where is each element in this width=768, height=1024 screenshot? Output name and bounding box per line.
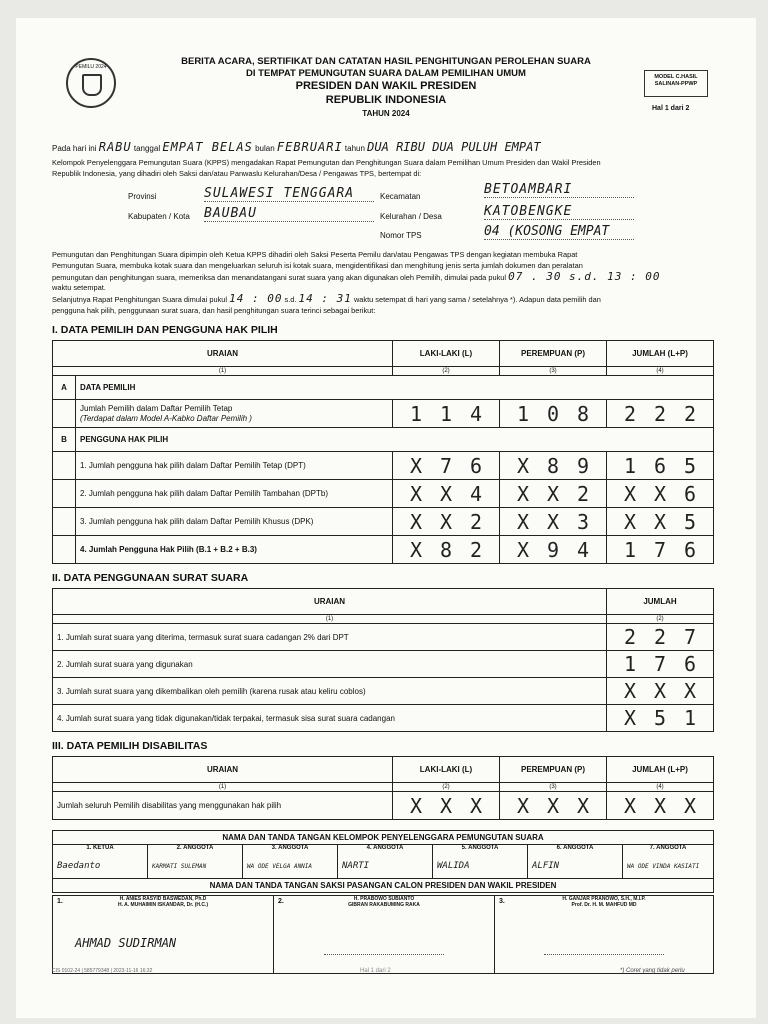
section-3-title: III. DATA PEMILIH DISABILITAS xyxy=(52,740,208,752)
tahun-label: tahun xyxy=(344,144,365,153)
col-num: (4) xyxy=(607,367,714,376)
header-line-2: DI TEMPAT PEMUNGUTAN SUARA DALAM PEMILIHAN UMUM xyxy=(246,68,526,79)
col-num: (1) xyxy=(53,615,607,624)
b-row-label: 3. Jumlah pengguna hak pilih dalam Daftar Pemilih Khusus (DPK) xyxy=(76,508,393,536)
saksi-cand2: Prof. Dr. H. M. MAHFUD MD xyxy=(571,902,637,908)
digit: X xyxy=(409,481,423,506)
intro-text-1: Kelompok Penyelenggara Pemungutan Suara (KPPS) mengadakan Rapat Pemungutan dan Penghitungan Suara dalam Pemilihan Umum Presiden dan Wakil Presiden xyxy=(52,158,601,167)
table-row xyxy=(53,792,714,820)
member-role: 3. ANGGOTA xyxy=(271,845,309,851)
paragraph-7: pengguna hak pilih, penggunaan surat suara, dan hasil penghitungan suara terinci sebagai berikut: xyxy=(52,306,376,315)
digit: X xyxy=(439,481,453,506)
l-cell xyxy=(393,480,500,508)
digit: X xyxy=(546,509,560,534)
digit: 2 xyxy=(653,401,667,426)
intro-text-2: Republik Indonesia, yang dihadiri oleh Saksi dan/atau Panwaslu Kelurahan/Desa / Pengawas TPS, bertempat di: xyxy=(52,169,422,178)
table-row xyxy=(53,536,714,564)
digit: 7 xyxy=(653,537,667,562)
jml-cell xyxy=(607,624,714,651)
digit: X xyxy=(623,793,637,818)
b-row-label: 1. Jumlah pengguna hak pilih dalam Daftar Pemilih Tetap (DPT) xyxy=(76,452,393,480)
table-row xyxy=(53,651,714,678)
col-num: (4) xyxy=(607,783,714,792)
col-perempuan: PEREMPUAN (P) xyxy=(500,757,607,783)
digit: 9 xyxy=(546,537,560,562)
digit: X xyxy=(623,481,637,506)
header-year: TAHUN 2024 xyxy=(362,109,410,118)
kpps-signature-table xyxy=(52,830,714,893)
kpps-title: NAMA DAN TANDA TANGAN KELOMPOK PENYELENGGARA PEMUNGUTAN SUARA xyxy=(53,831,714,845)
digit: 2 xyxy=(469,509,483,534)
section-b-title: PENGGUNA HAK PILIH xyxy=(76,428,714,452)
saksi-sign-line xyxy=(544,954,664,955)
l-cell xyxy=(393,452,500,480)
footer-center: Hal 1 dari 2 xyxy=(360,968,391,974)
bulan-value: FEBRUARI xyxy=(276,140,343,154)
digit: 2 xyxy=(469,537,483,562)
tahun-value: DUA RIBU DUA PULUH EMPAT xyxy=(367,140,541,154)
section-b-label: B xyxy=(53,428,76,452)
jml-cell xyxy=(607,651,714,678)
col-jumlah: JUMLAH (L+P) xyxy=(607,341,714,367)
jml-cell xyxy=(607,678,714,705)
digit: 6 xyxy=(469,453,483,478)
member-name: WALIDA xyxy=(437,861,470,871)
kabupaten-value: BAUBAU xyxy=(204,206,374,222)
section-2-table xyxy=(52,588,714,732)
bulan-label: bulan xyxy=(255,144,275,153)
digit: X xyxy=(439,509,453,534)
spacer-cell xyxy=(53,536,76,564)
member-role: 6. ANGGOTA xyxy=(556,845,594,851)
saksi-cell xyxy=(495,896,714,974)
member-role: 1. KETUA xyxy=(86,845,114,851)
member-cell xyxy=(243,845,338,879)
saksi-cand1: H. PRABOWO SUBIANTO xyxy=(353,896,415,902)
kelurahan-value: KATOBENGKE xyxy=(484,204,634,220)
jml-cell xyxy=(607,705,714,732)
row-label: Jumlah seluruh Pemilih disabilitas yang menggunakan hak pilih xyxy=(53,792,393,820)
l-cell xyxy=(393,792,500,820)
col-num: (2) xyxy=(607,615,714,624)
form-page xyxy=(16,18,756,1018)
intro-pada-hari: Pada hari ini xyxy=(52,144,97,153)
digit: 2 xyxy=(623,401,637,426)
table-row xyxy=(53,705,714,732)
member-cell xyxy=(53,845,148,879)
col-num: (1) xyxy=(53,783,393,792)
digit: 4 xyxy=(469,401,483,426)
table-row xyxy=(53,452,714,480)
saksi-cand2: GIBRAN RAKABUMING RAKA xyxy=(348,902,420,908)
digit: 2 xyxy=(623,625,637,649)
digit: X xyxy=(653,679,667,703)
kecamatan-value: BETOAMBARI xyxy=(484,182,634,198)
row-label: 3. Jumlah surat suara yang dikembalikan oleh pemilih (karena rusak atau keliru coblos) xyxy=(53,678,607,705)
member-cell xyxy=(148,845,243,879)
table-row xyxy=(53,678,714,705)
digit: 7 xyxy=(683,625,697,649)
table-row xyxy=(53,480,714,508)
footer-left: CIS 0102-24 | 585779348 | 2023-11-16 16:32 xyxy=(52,968,153,974)
p-cell xyxy=(500,792,607,820)
paragraph-3 xyxy=(52,272,661,283)
saksi-cell xyxy=(274,896,495,974)
kecamatan-label: Kecamatan xyxy=(380,192,421,201)
digit: X xyxy=(623,706,637,730)
kabupaten-label: Kabupaten / Kota xyxy=(128,212,190,221)
tps-value: 04 (KOSONG EMPAT xyxy=(484,224,634,240)
member-cell xyxy=(623,845,714,879)
member-role: 5. ANGGOTA xyxy=(461,845,499,851)
hari-value: RABU xyxy=(98,140,132,154)
logo-text: PEMILU 2024 xyxy=(75,64,107,70)
digit: X xyxy=(516,793,530,818)
section-3-table xyxy=(52,756,714,820)
start-time: 07 . 30 s.d. 13 : 00 xyxy=(508,270,661,283)
saksi-sign-line xyxy=(324,954,444,955)
saksi-title: NAMA DAN TANDA TANGAN SAKSI PASANGAN CALON PRESIDEN DAN WAKIL PRESIDEN xyxy=(53,879,714,893)
section-a-title: DATA PEMILIH xyxy=(76,376,714,400)
p-cell xyxy=(500,480,607,508)
saksi-no: 3. xyxy=(499,898,505,905)
member-name: ALFIN xyxy=(532,861,560,871)
member-role: 4. ANGGOTA xyxy=(366,845,404,851)
digit: 1 xyxy=(439,401,453,426)
saksi-cand1: H. GANJAR PRANOWO, S.H., M.I.P. xyxy=(562,896,646,902)
saksi-cell xyxy=(53,896,274,974)
digit: 2 xyxy=(653,625,667,649)
paragraph-6-text: waktu setempat di hari yang sama / setelahnya *). Adapun data pemilih dan xyxy=(353,295,601,304)
col-laki: LAKI-LAKI (L) xyxy=(393,341,500,367)
saksi-signature-table xyxy=(52,895,714,974)
digit: X xyxy=(623,679,637,703)
digit: 6 xyxy=(683,652,697,676)
saksi-no: 1. xyxy=(57,898,63,905)
digit: X xyxy=(576,793,590,818)
digit: 6 xyxy=(683,481,697,506)
digit: 1 xyxy=(623,537,637,562)
jml-cell xyxy=(607,480,714,508)
paragraph-4: waktu setempat. xyxy=(52,283,106,292)
section-2-title: II. DATA PENGGUNAAN SURAT SUARA xyxy=(52,572,249,584)
provinsi-label: Provinsi xyxy=(128,192,157,201)
digit: X xyxy=(683,793,697,818)
digit: 1 xyxy=(516,401,530,426)
model-box: MODEL C.HASIL SALINAN-PPWP xyxy=(644,70,708,97)
col-num: (2) xyxy=(393,783,500,792)
col-uraian: URAIAN xyxy=(53,341,393,367)
count-end: 14 : 31 xyxy=(298,292,352,305)
digit: X xyxy=(409,537,423,562)
member-name: NARTI xyxy=(342,861,370,871)
p-cell xyxy=(500,508,607,536)
col-num: (2) xyxy=(393,367,500,376)
a-row-line1: Jumlah Pemilih dalam Daftar Pemilih Tetap xyxy=(80,403,233,413)
paragraph-5 xyxy=(52,294,601,305)
member-cell xyxy=(338,845,433,879)
digit: X xyxy=(409,453,423,478)
digit: X xyxy=(546,793,560,818)
a-row-label xyxy=(76,400,393,428)
digit: X xyxy=(623,509,637,534)
kpu-logo xyxy=(66,58,116,108)
paragraph-3-text: pemungutan dan penghitungan suara, memeriksa dan menandatangani surat suara yang akan digunakan oleh Pemilih, dimulai pada pukul xyxy=(52,273,507,282)
col-uraian: URAIAN xyxy=(53,757,393,783)
paragraph-5-text: Selanjutnya Rapat Penghitungan Suara dimulai pukul xyxy=(52,295,228,304)
digit: X xyxy=(683,679,697,703)
a-row-line2: (Terdapat dalam Model A-Kabko Daftar Pemilih ) xyxy=(80,413,252,423)
digit: X xyxy=(516,509,530,534)
section-1-table xyxy=(52,340,714,564)
b-row-label: 2. Jumlah pengguna hak pilih dalam Daftar Pemilih Tambahan (DPTb) xyxy=(76,480,393,508)
member-role: 7. ANGGOTA xyxy=(649,845,687,851)
saksi-cand2: H. A. MUHAIMIN ISKANDAR, Dr. (H.C.) xyxy=(117,902,209,908)
digit: 5 xyxy=(683,453,697,478)
p-cell xyxy=(500,536,607,564)
member-name: WA ODE VELGA ANNIA xyxy=(247,863,313,870)
jml-cell xyxy=(607,452,714,480)
member-name: KARMATI SULEMAN xyxy=(152,863,207,870)
a-p-cell xyxy=(500,400,607,428)
digit: X xyxy=(409,509,423,534)
digit: 2 xyxy=(683,401,697,426)
digit: 0 xyxy=(546,401,560,426)
col-num: (1) xyxy=(53,367,393,376)
digit: 5 xyxy=(653,706,667,730)
digit: 2 xyxy=(576,481,590,506)
paragraph-2: Pemungutan Suara, membuka kotak suara dan mengeluarkan seluruh isi kotak suara, mengidentifikasi dan menghitung jenis serta jumlah dokumen dan peralatan xyxy=(52,261,583,270)
spacer-cell xyxy=(53,508,76,536)
member-name: Baedanto xyxy=(57,861,101,871)
header-line-1: BERITA ACARA, SERTIFIKAT DAN CATATAN HASIL PENGHITUNGAN PEROLEHAN SUARA xyxy=(181,56,591,67)
col-uraian: URAIAN xyxy=(53,589,607,615)
member-cell xyxy=(528,845,623,879)
b-row-label: 4. Jumlah Pengguna Hak Pilih (B.1 + B.2 + B.3) xyxy=(76,536,393,564)
col-jumlah: JUMLAH (L+P) xyxy=(607,757,714,783)
digit: 9 xyxy=(576,453,590,478)
row-label: 1. Jumlah surat suara yang diterima, termasuk surat suara cadangan 2% dari DPT xyxy=(53,624,607,651)
tanggal-label: tanggal xyxy=(133,144,161,153)
paragraph-1: Pemungutan dan Penghitungan Suara dipimpin oleh Ketua KPPS dihadiri oleh Saksi Peserta Pemilu dan/atau Pengawas TPS dengan kegiatan membuka Rapat xyxy=(52,250,578,259)
digit: X xyxy=(516,537,530,562)
member-cell xyxy=(433,845,528,879)
digit: 4 xyxy=(469,481,483,506)
member-name: WA ODE VINDA KASIATI xyxy=(627,863,700,870)
digit: X xyxy=(653,509,667,534)
digit: 1 xyxy=(623,453,637,478)
digit: 3 xyxy=(576,509,590,534)
digit: 1 xyxy=(683,706,697,730)
digit: 7 xyxy=(653,652,667,676)
digit: 8 xyxy=(546,453,560,478)
l-cell xyxy=(393,536,500,564)
spacer-cell xyxy=(53,480,76,508)
digit: 8 xyxy=(576,401,590,426)
col-num: (3) xyxy=(500,367,607,376)
page-number: Hal 1 dari 2 xyxy=(652,105,690,112)
header-line-4: REPUBLIK INDONESIA xyxy=(325,94,447,106)
sd-label: s.d. xyxy=(284,295,297,304)
digit: X xyxy=(653,793,667,818)
digit: X xyxy=(653,481,667,506)
member-role: 2. ANGGOTA xyxy=(176,845,214,851)
digit: X xyxy=(546,481,560,506)
digit: 1 xyxy=(623,652,637,676)
jml-cell xyxy=(607,508,714,536)
kelurahan-label: Kelurahan / Desa xyxy=(380,212,442,221)
intro-line xyxy=(52,142,732,154)
col-jumlah: JUMLAH xyxy=(607,589,714,615)
col-num: (3) xyxy=(500,783,607,792)
section-a-label: A xyxy=(53,376,76,400)
digit: 8 xyxy=(439,537,453,562)
digit: X xyxy=(516,481,530,506)
tanggal-value: EMPAT BELAS xyxy=(162,140,253,154)
digit: X xyxy=(439,793,453,818)
spacer-cell xyxy=(53,400,76,428)
col-laki: LAKI-LAKI (L) xyxy=(393,757,500,783)
digit: 5 xyxy=(683,509,697,534)
jml-cell xyxy=(607,792,714,820)
provinsi-value: SULAWESI TENGGARA xyxy=(204,186,374,202)
spacer-cell xyxy=(53,452,76,480)
digit: X xyxy=(409,793,423,818)
count-start: 14 : 00 xyxy=(229,292,283,305)
p-cell xyxy=(500,452,607,480)
a-jml-cell xyxy=(607,400,714,428)
row-label: 2. Jumlah surat suara yang digunakan xyxy=(53,651,607,678)
a-l-cell xyxy=(393,400,500,428)
section-1-title: I. DATA PEMILIH DAN PENGGUNA HAK PILIH xyxy=(52,324,278,336)
saksi-sign: AHMAD SUDIRMAN xyxy=(75,936,177,950)
tps-label: Nomor TPS xyxy=(380,231,422,240)
table-row xyxy=(53,624,714,651)
row-label: 4. Jumlah surat suara yang tidak digunakan/tidak terpakai, termasuk sisa surat suara cadangan xyxy=(53,705,607,732)
footer-right: *) Coret yang tidak perlu xyxy=(620,968,685,974)
col-perempuan: PEREMPUAN (P) xyxy=(500,341,607,367)
digit: X xyxy=(469,793,483,818)
digit: 7 xyxy=(439,453,453,478)
digit: 6 xyxy=(683,537,697,562)
l-cell xyxy=(393,508,500,536)
shield-icon xyxy=(82,74,102,96)
header-line-3: PRESIDEN DAN WAKIL PRESIDEN xyxy=(295,80,477,92)
digit: 4 xyxy=(576,537,590,562)
digit: 6 xyxy=(653,453,667,478)
saksi-no: 2. xyxy=(278,898,284,905)
table-row xyxy=(53,508,714,536)
digit: X xyxy=(516,453,530,478)
jml-cell xyxy=(607,536,714,564)
saksi-cand1: H. ANIES RASYID BASWEDAN, Ph.D xyxy=(119,896,207,902)
digit: 1 xyxy=(409,401,423,426)
